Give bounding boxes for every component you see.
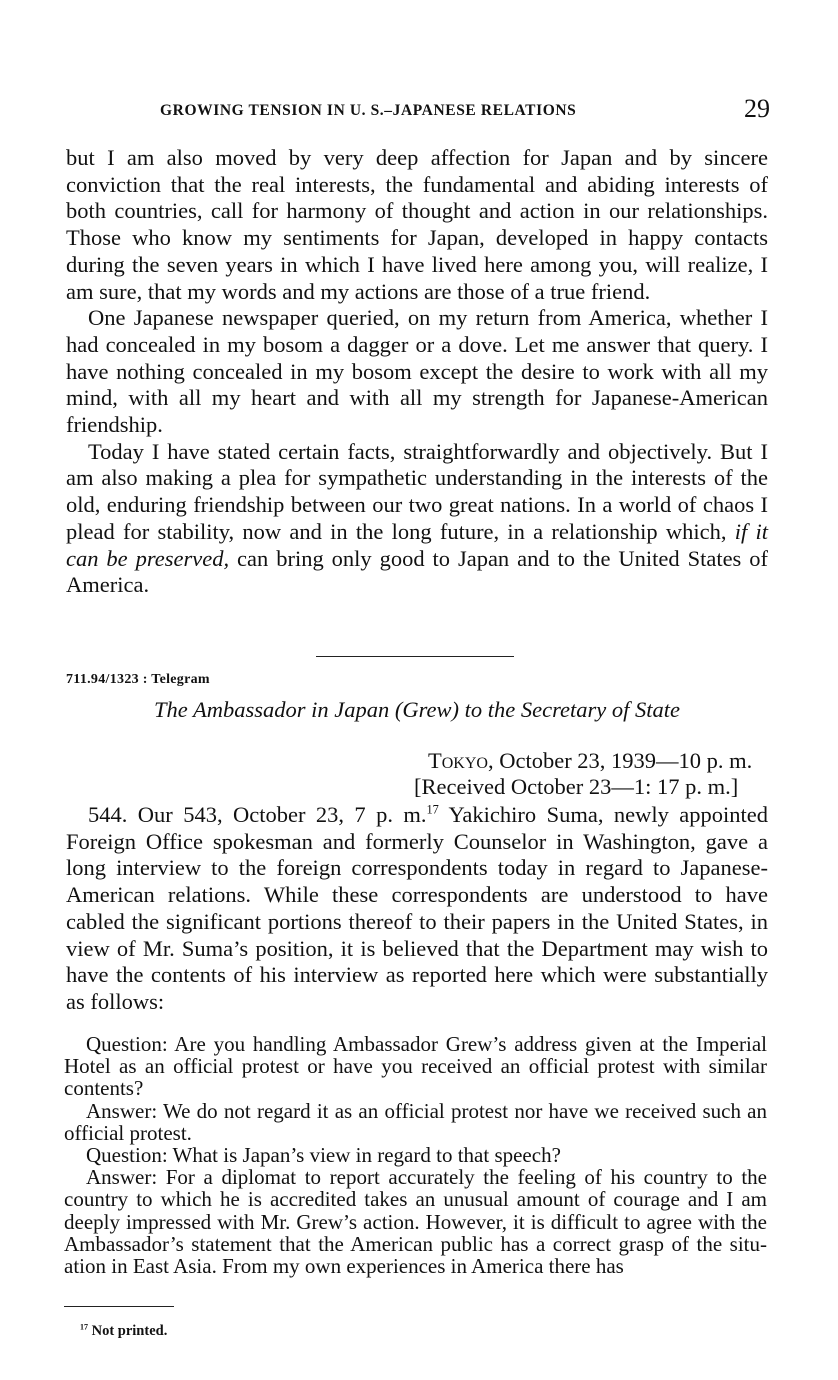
qa-item: Answer: For a diplomat to report accurately the feeling of his country to the country to which he is accredited takes an unusual amount of courage and I am deeply impressed with Mr. Grew’s action. However, it is difficult to agree with the Ambassador’s statement that the American public has a correct grasp of the situation in East Asia. From my own experiences in America there has [64, 1165, 767, 1279]
paragraph [66, 439, 768, 599]
paragraph: One Japanese newspaper queried, on my return from America, whether I had concealed in my bosom a dagger or a dove. Let me answer that query. I have nothing concealed in my bosom except the desire to work with all my mind, with all my heart and with all my strength for Japanese-American friendship. [66, 305, 768, 438]
dateline-sent [428, 748, 768, 775]
paragraph-text: can bring only good to Japan and to the United States of America. [66, 545, 768, 598]
telegram-body [66, 802, 768, 1016]
speech-continuation [66, 145, 768, 599]
footnote [80, 1323, 167, 1340]
place-name: Tokyo [428, 748, 488, 773]
running-head-title: GROWING TENSION IN U. S.–JAPANESE RELATIONS [160, 102, 577, 119]
paragraph [66, 802, 768, 1016]
footnote-text: Not printed. [91, 1323, 168, 1339]
paragraph-text: Today I have stated certain facts, straightforwardly and objectively. But I am also making a plea for sympathetic understanding in the interests of the old, enduring friendship between our two great nations. In a world of chaos I plead for stability, now and in the long future, in a relationship which, [66, 438, 768, 544]
running-head [160, 94, 770, 124]
italic-phrase: if it can be preserved, [66, 518, 768, 571]
footnote-mark: 17 [80, 1322, 88, 1332]
dateline-received: [Received October 23—1: 17 p. m.] [414, 774, 739, 799]
section-divider [316, 656, 514, 657]
qa-item: Question: What is Japan’s view in regard to that speech? [86, 1143, 561, 1168]
date-sent: , October 23, 1939—10 p. m. [487, 748, 753, 773]
paragraph-text: 544. Our 543, October 23, 7 p. m. [88, 802, 427, 827]
page-number: 29 [744, 94, 770, 123]
paragraph: but I am also moved by very deep affection for Japan and by sincere conviction that the real interests, the fundamental and abiding interests of both countries, call for harmony of thought and action in our relationships. Those who know my sentiments for Japan, developed in happy contacts during the seven years in which I have lived here among you, will realize, I am sure, that my words and my actions are those of a true friend. [66, 145, 768, 304]
footnote-divider [64, 1306, 174, 1307]
footnote-reference: 17 [426, 802, 439, 817]
document-title: The Ambassador in Japan (Grew) to the Secretary of State [154, 697, 680, 722]
paragraph-text: Yakichiro Suma, newly appointed Foreign Office spokesman and formerly Counselor in Washington, gave a long interview to the foreign correspondents today in regard to Japanese-American relations. While these correspondents are understood to have cabled the significant portions thereof to their papers in the United States, in view of Mr. Suma’s position, it is believed that the Department may wish to have the contents of his interview as reported here which were substantially as follows: [66, 802, 768, 1014]
file-reference: 711.94/1323 : Telegram [66, 672, 210, 687]
qa-item: Answer: We do not regard it as an official protest nor have we received such an official protest. [64, 1098, 767, 1145]
interview-transcript [64, 1033, 767, 1277]
qa-item: Question: Are you handling Ambassador Grew’s address given at the Imperial Hotel as an official protest or have you received an official protest with similar contents? [64, 1032, 767, 1101]
